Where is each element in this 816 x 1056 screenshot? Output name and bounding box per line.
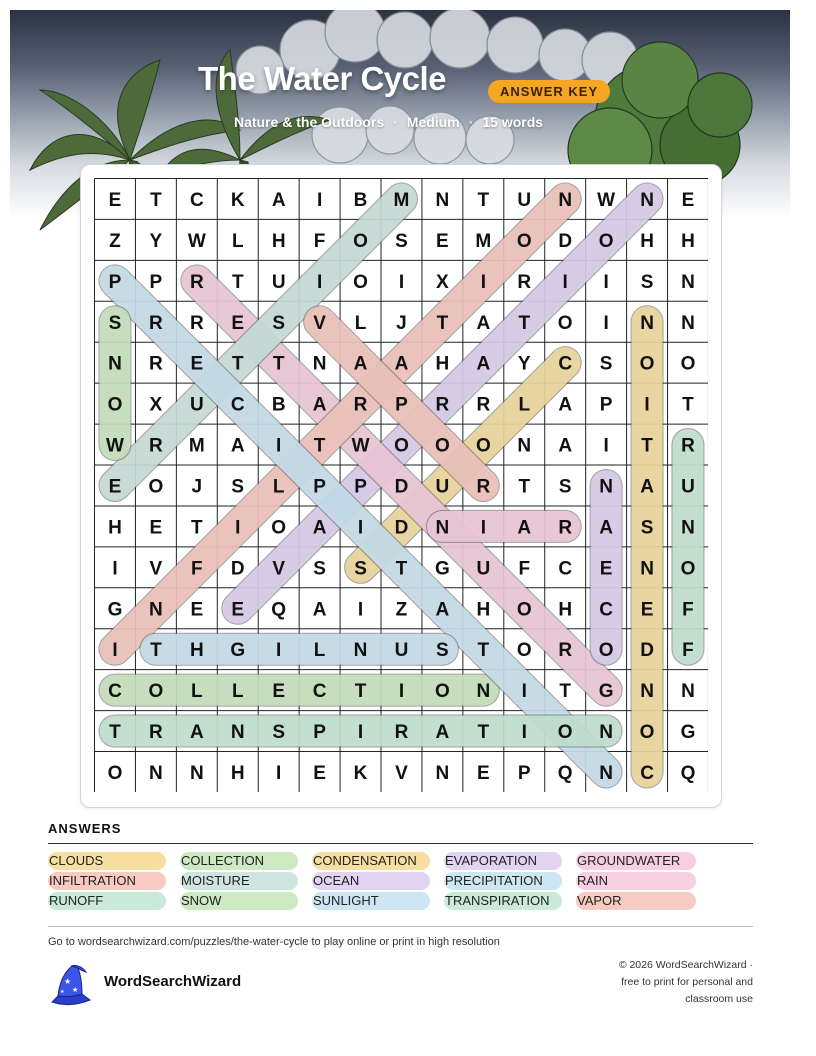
grid-cell[interactable]: T [518,476,531,498]
brand-name: WordSearchWizard [104,973,242,990]
grid-cell[interactable]: S [272,722,286,744]
grid-cell[interactable]: W [597,189,616,211]
copyright-line-2: free to print for personal and [621,976,753,988]
grid-cell[interactable]: P [149,271,163,293]
grid-cell[interactable]: N [599,762,613,784]
grid-cell[interactable]: G [230,640,246,662]
grid-cell[interactable]: S [640,271,654,293]
grid-cell[interactable]: A [640,476,654,498]
grid-cell[interactable]: Z [395,599,408,621]
grid-cell[interactable]: S [272,312,286,334]
grid-cell[interactable]: C [640,762,654,784]
grid-cell[interactable]: N [189,762,204,784]
answer-item [48,892,104,910]
grid-cell[interactable]: I [398,681,405,703]
grid-cell[interactable]: U [517,189,532,211]
answer-word: SNOW [181,893,222,908]
grid-cell[interactable]: I [235,517,241,539]
grid-cell[interactable]: R [149,353,163,375]
grid-cell[interactable]: I [112,640,118,662]
grid-cell[interactable]: N [353,640,368,662]
grid-cell[interactable]: U [476,558,491,580]
grid-cell[interactable]: N [149,762,163,784]
grid-cell[interactable]: A [599,517,613,539]
difficulty-label: Medium [406,114,460,130]
grid-cell[interactable]: R [517,271,532,293]
grid-cell[interactable]: G [435,558,450,580]
grid-cell[interactable]: L [313,640,326,662]
grid-cell[interactable]: N [435,762,450,784]
grid-cell[interactable]: P [313,476,326,498]
grid-cell[interactable]: P [108,271,122,293]
grid-cell[interactable]: P [395,394,408,416]
grid-cell[interactable]: L [231,230,244,252]
grid-cell[interactable]: D [558,230,573,252]
grid-cell[interactable]: C [558,558,573,580]
grid-cell[interactable]: O [680,558,696,580]
grid-cell[interactable]: T [272,353,285,375]
grid-cell[interactable]: W [351,435,370,457]
grid-cell[interactable]: R [149,312,163,334]
grid-cell[interactable]: I [357,722,364,744]
answers-heading: ANSWERS [48,821,122,836]
grid-cell[interactable]: R [189,312,204,334]
grid-cell[interactable]: I [357,599,364,621]
grid-cell[interactable]: O [148,681,164,703]
grid-cell[interactable]: Q [271,599,287,621]
category-label: Nature & the Outdoors [234,114,385,130]
grid-cell[interactable]: Q [680,762,696,784]
grid-cell[interactable]: Y [149,230,163,252]
grid-cell[interactable]: J [191,476,203,498]
grid-cell[interactable]: A [517,517,532,539]
answer-word: GROUNDWATER [577,853,681,868]
grid-cell[interactable]: O [598,640,614,662]
grid-cell[interactable]: A [394,353,409,375]
grid-cell[interactable]: N [476,681,491,703]
grid-cell[interactable]: N [681,312,695,334]
grid-cell[interactable]: O [516,640,532,662]
grid-cell[interactable]: P [599,394,613,416]
grid-cell[interactable]: N [435,189,450,211]
grid-cell[interactable]: F [682,640,694,662]
grid-cell[interactable]: R [476,394,491,416]
answer-item [180,892,222,910]
grid-cell[interactable]: I [316,271,323,293]
grid-cell[interactable]: V [149,558,163,580]
grid-cell[interactable]: E [231,312,245,334]
grid-cell[interactable]: F [313,230,326,252]
footer-link-text[interactable]: Go to wordsearchwizard.com/puzzles/the-water-cycle to play online or print in high resolution [48,936,500,948]
grid-cell[interactable]: Q [557,762,573,784]
grid-cell[interactable]: F [682,599,694,621]
grid-cell[interactable]: A [312,517,327,539]
grid-cell[interactable]: N [108,353,122,375]
grid-cell[interactable]: L [191,681,203,703]
answer-word: VAPOR [577,893,622,908]
grid-cell[interactable]: O [680,353,696,375]
grid-cell[interactable]: U [394,640,409,662]
footer-divider [48,926,753,927]
answer-word: OCEAN [313,873,360,888]
grid-cell[interactable]: F [518,558,531,580]
answer-item [444,892,551,910]
grid-cell[interactable]: R [558,640,573,662]
grid-cell[interactable]: H [558,599,573,621]
grid-cell[interactable]: V [272,558,286,580]
grid-cell[interactable]: C [108,681,122,703]
grid-cell[interactable]: N [599,476,613,498]
grid-cell[interactable]: A [312,599,327,621]
grid-cell[interactable]: I [276,435,282,457]
grid-cell[interactable]: I [480,271,486,293]
grid-cell[interactable]: I [521,681,527,703]
grid-cell[interactable]: E [599,558,613,580]
grid-cell[interactable]: M [475,230,492,252]
grid-cell[interactable]: O [148,476,164,498]
grid-cell[interactable]: N [312,353,327,375]
grid-cell[interactable]: E [190,599,204,621]
grid-cell[interactable]: E [681,189,695,211]
answer-word: EVAPORATION [445,853,537,868]
copyright-line-1: © 2026 WordSearchWizard · [618,959,753,971]
grid-cell[interactable]: H [271,230,286,252]
answer-item [312,852,418,870]
copyright-line-3: classroom use [685,993,753,1005]
answer-item [312,892,380,910]
grid-cell[interactable]: O [271,517,287,539]
grid-cell[interactable]: N [435,517,450,539]
answer-item [576,852,681,870]
page-title: The Water Cycle [198,60,447,97]
grid-cell[interactable]: O [557,722,573,744]
grid-cell[interactable]: D [640,640,654,662]
grid-cell[interactable]: A [312,394,327,416]
grid-cell[interactable]: O [639,353,655,375]
answer-item [48,852,104,870]
grid-cell[interactable]: T [231,353,244,375]
grid-cell[interactable]: T [682,394,694,416]
grid-cell[interactable]: A [189,722,204,744]
grid-cell[interactable]: N [558,189,573,211]
grid-cell[interactable]: A [230,435,245,457]
grid-cell[interactable]: E [640,599,654,621]
grid-cell[interactable]: O [107,394,123,416]
grid-cell[interactable]: T [150,640,162,662]
grid-cell[interactable]: O [435,681,450,703]
answer-item [444,852,538,870]
grid-cell[interactable]: I [276,762,282,784]
grid-cell[interactable]: T [313,435,326,457]
grid-cell[interactable]: S [231,476,245,498]
grid-cell[interactable]: Z [109,230,121,252]
grid-cell[interactable]: E [231,599,245,621]
grid-cell[interactable]: O [557,312,573,334]
wizard-hat-icon [46,962,94,1011]
grid-cell[interactable]: T [231,271,244,293]
answer-word: INFILTRATION [49,873,136,888]
grid-cell[interactable]: Y [517,353,531,375]
grid-cell[interactable]: E [436,230,449,252]
answer-key-badge: ANSWER KEY [488,80,610,103]
grid-cell[interactable]: E [476,762,490,784]
grid-cell[interactable]: T [395,558,408,580]
answer-item [48,872,137,890]
grid-cell[interactable]: K [353,762,368,784]
grid-cell[interactable]: N [599,722,613,744]
grid-cell[interactable]: T [477,722,490,744]
grid-cell[interactable]: O [353,271,368,293]
grid-cell[interactable]: E [108,189,122,211]
grid-cell[interactable]: A [353,353,368,375]
grid-cell[interactable]: G [107,599,123,621]
grid-cell[interactable]: E [272,681,286,703]
grid-cell[interactable]: I [562,271,568,293]
grid-cell[interactable]: E [313,762,326,784]
grid-cell[interactable]: I [521,722,527,744]
grid-cell[interactable]: W [187,230,206,252]
grid-cell[interactable]: N [681,681,695,703]
grid-cell[interactable]: B [271,394,286,416]
grid-cell[interactable]: I [316,189,323,211]
grid-cell[interactable]: P [354,476,367,498]
grid-cell[interactable]: J [396,312,407,334]
grid-cell[interactable]: A [435,722,450,744]
grid-cell[interactable]: L [231,681,244,703]
grid-cell[interactable]: A [476,312,491,334]
grid-cell[interactable]: S [354,558,367,580]
word-count-label: 15 words [482,114,544,130]
svg-text:★: ★ [72,986,79,994]
grid-cell[interactable]: A [558,435,573,457]
grid-cell[interactable]: C [189,189,204,211]
svg-text:★: ★ [64,977,72,986]
grid-cell[interactable]: O [598,230,614,252]
grid-cell[interactable]: V [395,762,408,784]
grid-cell[interactable]: O [353,230,368,252]
answer-item [180,852,265,870]
grid-cell[interactable]: H [189,640,204,662]
grid-cell[interactable]: A [435,599,450,621]
grid-cell[interactable]: O [107,762,123,784]
grid-cell[interactable]: H [681,230,695,252]
grid-cell[interactable]: C [312,681,327,703]
grid-cell[interactable]: N [640,558,654,580]
grid-cell[interactable]: N [681,517,695,539]
answer-item [576,872,609,890]
grid-cell[interactable]: H [640,230,654,252]
grid-cell[interactable]: I [603,435,609,457]
grid-cell[interactable]: V [313,312,326,334]
grid-cell[interactable]: O [639,722,655,744]
answer-word: COLLECTION [181,853,265,868]
grid-cell[interactable]: I [357,517,364,539]
answer-item [312,872,360,890]
grid-cell[interactable]: D [230,558,245,580]
grid-cell[interactable]: I [276,640,282,662]
answer-word: RAIN [577,873,609,888]
grid-cell[interactable]: W [105,435,124,457]
grid-cell[interactable]: N [517,435,532,457]
grid-cell[interactable]: S [108,312,122,334]
svg-text:★: ★ [60,989,65,995]
grid-cell[interactable]: S [558,476,572,498]
grid-cell[interactable]: U [271,271,286,293]
grid-cell[interactable]: H [476,599,491,621]
answer-item [180,872,251,890]
grid-cell[interactable]: R [149,435,163,457]
grid-cell[interactable]: T [518,312,531,334]
grid-cell[interactable]: T [641,435,653,457]
grid-cell[interactable]: T [150,189,162,211]
grid-cell[interactable]: T [354,681,367,703]
answers-divider [48,843,753,844]
grid-cell[interactable]: E [190,353,204,375]
grid-cell[interactable]: I [112,558,118,580]
grid-cell[interactable]: S [313,558,326,580]
answer-word: TRANSPIRATION [445,893,550,908]
grid-cell[interactable]: P [517,762,531,784]
grid-cell[interactable]: T [477,189,490,211]
grid-cell[interactable]: T [109,722,121,744]
word-search-grid [94,178,708,792]
answer-word: PRECIPITATION [445,873,543,888]
grid-cell[interactable]: M [188,435,205,457]
grid-cell[interactable]: A [476,353,491,375]
grid-cell[interactable]: U [681,476,695,498]
grid-cell[interactable]: T [436,312,449,334]
grid-cell[interactable]: I [603,271,609,293]
grid-cell[interactable]: O [516,599,532,621]
answer-item [444,872,544,890]
answer-item [576,892,623,910]
grid-cell[interactable]: S [640,517,654,539]
grid-cell[interactable]: D [394,476,409,498]
grid-cell[interactable]: A [271,189,286,211]
grid-cell[interactable]: S [395,230,408,252]
grid-cell[interactable]: M [393,189,410,211]
grid-cell[interactable]: L [518,394,531,416]
grid-cell[interactable]: R [353,394,368,416]
grid-cell[interactable]: S [436,640,449,662]
grid-cell[interactable]: D [394,517,409,539]
grid-cell[interactable]: C [558,353,573,375]
grid-cell[interactable]: R [149,722,163,744]
grid-cell[interactable]: N [640,681,654,703]
grid-cell[interactable]: R [189,271,204,293]
grid-cell[interactable]: H [230,762,245,784]
grid-cell[interactable]: I [603,312,609,334]
grid-cell[interactable]: L [272,476,285,498]
grid-cell[interactable]: O [475,435,491,457]
grid-cell[interactable]: E [108,476,122,498]
grid-cell[interactable]: G [598,681,614,703]
grid-cell[interactable]: P [313,722,326,744]
answer-word: CLOUDS [49,853,104,868]
grid-cell[interactable]: I [644,394,650,416]
grid-cell[interactable]: O [516,230,532,252]
grid-cell[interactable]: R [558,517,573,539]
grid-cell[interactable]: K [230,189,245,211]
copyright-text [553,957,753,1008]
grid-cell[interactable]: L [354,312,367,334]
grid-cell[interactable]: S [599,353,613,375]
answer-word: RUNOFF [49,893,104,908]
grid-cell[interactable]: U [435,476,450,498]
puzzle-meta: Nature & the Outdoors · Medium · 15 words [234,114,544,130]
grid-cell[interactable]: R [394,722,409,744]
answer-word: SUNLIGHT [313,893,379,908]
grid-cell[interactable]: O [394,435,409,457]
grid-cell[interactable]: N [640,312,654,334]
grid-cell[interactable]: N [149,599,163,621]
grid-cell[interactable]: N [640,189,654,211]
grid-cell[interactable]: H [435,353,450,375]
grid-cell[interactable]: O [435,435,450,457]
grid-cell[interactable]: T [477,640,490,662]
grid-cell[interactable]: R [435,394,450,416]
grid-cell[interactable]: R [476,476,491,498]
grid-cell[interactable]: X [149,394,163,416]
grid-cell[interactable]: T [559,681,571,703]
grid-cell[interactable]: I [480,517,486,539]
grid-cell[interactable]: F [191,558,203,580]
grid-cell[interactable]: N [230,722,245,744]
grid-cell[interactable]: E [149,517,163,539]
grid-cell[interactable]: X [436,271,449,293]
answer-word: CONDENSATION [313,853,417,868]
grid-cell[interactable]: U [189,394,204,416]
answer-word: MOISTURE [181,873,250,888]
grid-cell[interactable]: N [681,271,695,293]
grid-cell[interactable]: G [680,722,696,744]
grid-cell[interactable]: I [398,271,405,293]
grid-cell[interactable]: H [108,517,122,539]
grid-cell[interactable]: C [230,394,245,416]
grid-cell[interactable]: C [599,599,613,621]
grid-cell[interactable]: B [353,189,368,211]
grid-cell[interactable]: A [558,394,573,416]
grid-cell[interactable]: T [191,517,203,539]
grid-cell[interactable]: R [681,435,695,457]
